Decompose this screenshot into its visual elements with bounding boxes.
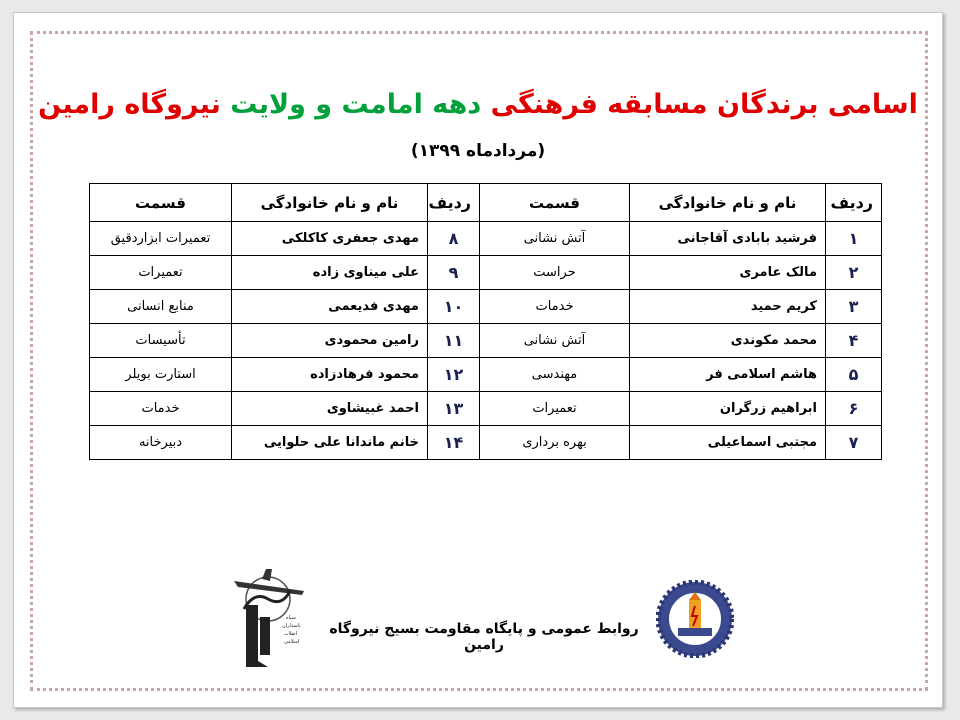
name-cell: کریم حمید — [630, 290, 826, 324]
header-section: قسمت — [90, 184, 232, 222]
radif-cell: ۱۰ — [428, 290, 480, 324]
name-cell: فرشید بابادی آقاجانی — [630, 222, 826, 256]
table-row — [90, 256, 882, 290]
winners-table — [89, 183, 882, 460]
header-name: نام و نام خانوادگی — [630, 184, 826, 222]
radif-cell: ۶ — [826, 392, 882, 426]
svg-text:اسلامی: اسلامی — [284, 639, 300, 645]
name-cell: مالک عامری — [630, 256, 826, 290]
section-cell: مهندسی — [480, 358, 630, 392]
name-cell: محمد مکوندی — [630, 324, 826, 358]
name-cell: محمود فرهادزاده — [232, 358, 428, 392]
title-part-2: دهه امامت و ولایت — [230, 89, 482, 120]
section-cell: بهره برداری — [480, 426, 630, 460]
section-cell: خدمات — [90, 392, 232, 426]
section-cell: خدمات — [480, 290, 630, 324]
name-cell: ابراهیم زرگران — [630, 392, 826, 426]
table-header-row — [90, 184, 882, 222]
radif-cell: ۱۴ — [428, 426, 480, 460]
name-cell: مهدی جعفری کاکلکی — [232, 222, 428, 256]
table-row — [90, 222, 882, 256]
name-cell: هاشم اسلامی فر — [630, 358, 826, 392]
name-cell: احمد غبیشاوی — [232, 392, 428, 426]
page-title — [14, 87, 942, 123]
irgc-emblem-icon — [224, 561, 314, 671]
header-radif: ردیف — [428, 184, 480, 222]
section-cell: تأسیسات — [90, 324, 232, 358]
section-cell: استارت بویلر — [90, 358, 232, 392]
radif-cell: ۹ — [428, 256, 480, 290]
table-row — [90, 426, 882, 460]
section-cell: آتش نشانی — [480, 222, 630, 256]
table-row — [90, 324, 882, 358]
radif-cell: ۲ — [826, 256, 882, 290]
section-cell: منابع انسانی — [90, 290, 232, 324]
section-cell: حراست — [480, 256, 630, 290]
section-cell: آتش نشانی — [480, 324, 630, 358]
radif-cell: ۱۱ — [428, 324, 480, 358]
name-cell: خانم ماندانا علی حلوایی — [232, 426, 428, 460]
header-section: قسمت — [480, 184, 630, 222]
radif-cell: ۷ — [826, 426, 882, 460]
title-part-3: نیروگاه رامین — [38, 89, 221, 120]
radif-cell: ۳ — [826, 290, 882, 324]
name-cell: مجتبی اسماعیلی — [630, 426, 826, 460]
section-cell: تعمیرات ابزاردقیق — [90, 222, 232, 256]
table-row — [90, 392, 882, 426]
svg-text:انقلاب: انقلاب — [284, 631, 298, 637]
header-name: نام و نام خانوادگی — [232, 184, 428, 222]
section-cell: تعمیرات — [90, 256, 232, 290]
section-cell: دبیرخانه — [90, 426, 232, 460]
power-plant-emblem-icon — [656, 580, 734, 658]
table-row — [90, 358, 882, 392]
radif-cell: ۵ — [826, 358, 882, 392]
radif-cell: ۴ — [826, 324, 882, 358]
name-cell: مهدی فدیعمی — [232, 290, 428, 324]
title-part-1: اسامی برندگان مسابقه فرهنگی — [490, 89, 918, 120]
document-page — [13, 12, 943, 708]
svg-text:سپاه: سپاه — [286, 615, 296, 621]
table-row — [90, 290, 882, 324]
radif-cell: ۱۳ — [428, 392, 480, 426]
footer-caption: روابط عمومی و پایگاه مقاومت بسیج نیروگاه رامین — [329, 621, 639, 653]
radif-cell: ۱ — [826, 222, 882, 256]
name-cell: علی میناوی زاده — [232, 256, 428, 290]
radif-cell: ۱۲ — [428, 358, 480, 392]
section-cell: تعمیرات — [480, 392, 630, 426]
radif-cell: ۸ — [428, 222, 480, 256]
svg-text:پاسداران: پاسداران — [282, 623, 301, 629]
name-cell: رامین محمودی — [232, 324, 428, 358]
page-subtitle: (مردادماه ۱۳۹۹) — [410, 141, 546, 161]
header-radif: ردیف — [826, 184, 882, 222]
